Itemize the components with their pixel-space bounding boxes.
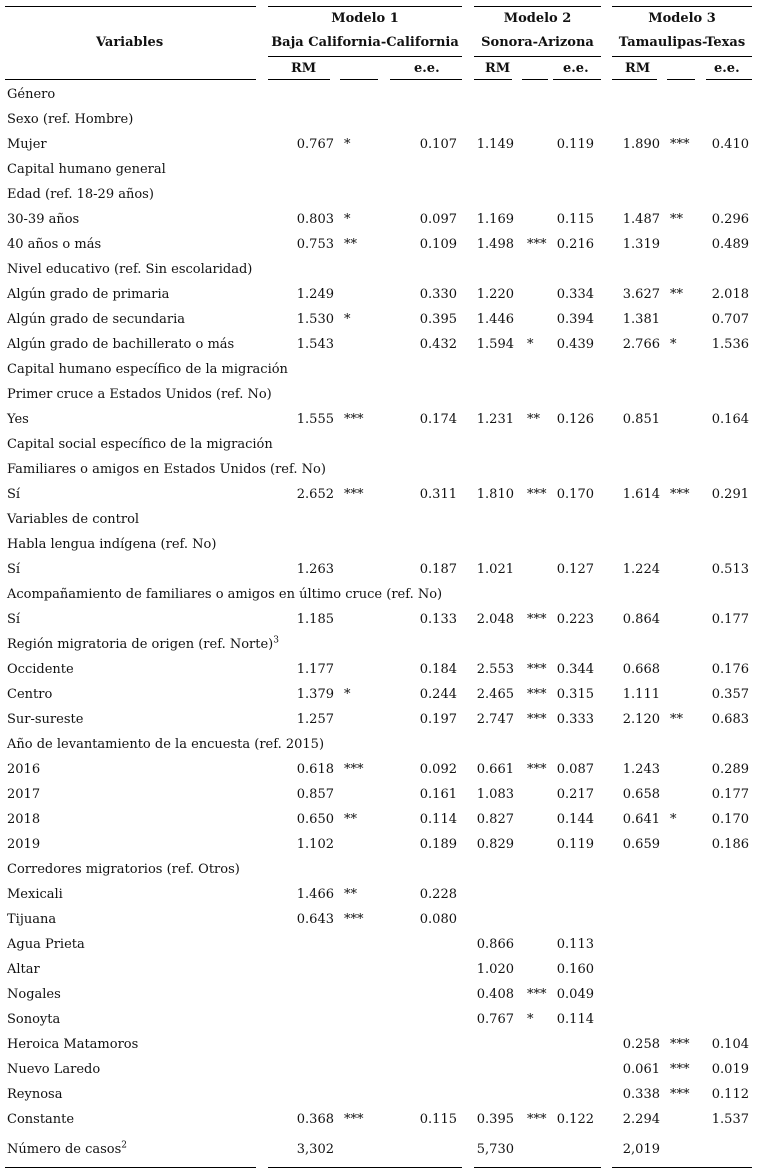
top-rule xyxy=(5,6,256,7)
m3-rm-value: 1.243 xyxy=(622,762,660,777)
m2-se-value: 0.170 xyxy=(556,487,594,502)
variables-header: Variables xyxy=(96,35,164,50)
m3-se-value: 0.707 xyxy=(711,312,749,327)
m2-significance: *** xyxy=(527,687,547,702)
footnote-marker: 3 xyxy=(273,635,279,646)
table-row xyxy=(0,757,758,782)
row-label: Sur-sureste xyxy=(7,712,84,727)
m1-rm-value: 1.543 xyxy=(296,337,334,352)
m2-rm-value: 1.594 xyxy=(476,337,514,352)
m3-rm-value: 0.668 xyxy=(622,662,660,677)
header-bottom-rule xyxy=(706,79,752,80)
m1-rm-value: 1.185 xyxy=(296,612,334,627)
model-2-title: Modelo 2 xyxy=(503,11,572,26)
m1-se-value: 0.187 xyxy=(419,562,457,577)
m3-se-value: 0.683 xyxy=(711,712,749,727)
m3-rm-value: 0.641 xyxy=(622,812,660,827)
row-label: 40 años o más xyxy=(7,237,102,252)
m3-se-value: 0.176 xyxy=(711,662,749,677)
m2-rm-header: RM xyxy=(485,61,511,76)
m2-significance: *** xyxy=(527,987,547,1002)
top-rule xyxy=(612,6,752,7)
m3-rm-value: 1.111 xyxy=(622,687,660,702)
header-bottom-rule xyxy=(268,79,330,80)
table-row xyxy=(0,932,758,957)
m2-rm-value: 1.231 xyxy=(476,412,514,427)
table-row xyxy=(0,957,758,982)
m3-se-value: 1.536 xyxy=(711,337,749,352)
row-label: Centro xyxy=(7,687,53,702)
m3-rm-value: 1.224 xyxy=(622,562,660,577)
bottom-rule xyxy=(612,1167,752,1168)
m2-se-value: 0.439 xyxy=(556,337,594,352)
m1-rm-value: 0.643 xyxy=(296,912,334,927)
header-bottom-rule xyxy=(390,79,462,80)
m3-rm-value: 1.381 xyxy=(622,312,660,327)
m1-se-value: 0.395 xyxy=(419,312,457,327)
m3-rm-value: 1.319 xyxy=(622,237,660,252)
m3-se-value: 0.019 xyxy=(711,1062,749,1077)
m2-significance: * xyxy=(527,337,534,352)
m3-rm-header: RM xyxy=(625,61,651,76)
m3-se-value: 0.291 xyxy=(711,487,749,502)
row-label: Altar xyxy=(7,962,40,977)
m1-rm-value: 1.102 xyxy=(296,837,334,852)
m2-rm-value: 0.767 xyxy=(476,1012,514,1027)
table-row xyxy=(0,107,758,132)
header-bottom-rule xyxy=(522,79,548,80)
table-row xyxy=(0,1057,758,1082)
model-1-title: Modelo 1 xyxy=(331,11,399,26)
table-row xyxy=(0,207,758,232)
m3-rm-value: 2.294 xyxy=(622,1112,660,1127)
m1-significance: *** xyxy=(344,412,364,427)
table-row xyxy=(0,982,758,1007)
m3-se-value: 2.018 xyxy=(711,287,749,302)
row-label: 30-39 años xyxy=(7,212,80,227)
m2-significance: *** xyxy=(527,712,547,727)
m2-significance: *** xyxy=(527,662,547,677)
m1-se-value: 0.109 xyxy=(419,237,457,252)
table-row xyxy=(0,532,758,557)
table-row xyxy=(0,1107,758,1132)
m1-rm-value: 0.857 xyxy=(296,787,334,802)
header-bottom-rule xyxy=(667,79,695,80)
m3-rm-value: 0.338 xyxy=(622,1087,660,1102)
m3-rm-value: 1.487 xyxy=(622,212,660,227)
table-row xyxy=(0,282,758,307)
row-label: Edad (ref. 18-29 años) xyxy=(7,187,154,202)
row-label: Sí xyxy=(7,487,21,502)
m3-significance: ** xyxy=(670,712,683,727)
m1-rm-value: 0.767 xyxy=(296,137,334,152)
m3-rm-value: 0.258 xyxy=(622,1037,660,1052)
row-label: Nogales xyxy=(7,987,61,1002)
m1-se-value: 0.115 xyxy=(419,1112,457,1127)
header-bottom-rule xyxy=(553,79,601,80)
m3-rm-value: 1.890 xyxy=(622,137,660,152)
m1-se-value: 0.133 xyxy=(419,612,457,627)
m2-se-value: 0.217 xyxy=(556,787,594,802)
m2-se-value: 0.115 xyxy=(556,212,594,227)
row-label: 2018 xyxy=(7,812,41,827)
m3-significance: *** xyxy=(670,137,690,152)
m2-significance: *** xyxy=(527,1112,547,1127)
row-label: Variables de control xyxy=(7,512,140,527)
m2-se-value: 0.160 xyxy=(556,962,594,977)
table-row xyxy=(0,782,758,807)
table-row xyxy=(0,257,758,282)
row-label: Occidente xyxy=(7,662,74,677)
row-label: Nuevo Laredo xyxy=(7,1062,101,1077)
footnote-marker: 2 xyxy=(121,1140,128,1151)
m2-se-value: 0.049 xyxy=(556,987,594,1002)
m1-se-value: 0.097 xyxy=(419,212,457,227)
m3-se-value: 0.177 xyxy=(711,787,749,802)
m1-significance: *** xyxy=(344,1112,364,1127)
m3-rm-value: 1.614 xyxy=(622,487,660,502)
row-label: Capital humano general xyxy=(7,162,166,177)
m3-se-value: 0.177 xyxy=(711,612,749,627)
m2-rm-value: 1.220 xyxy=(476,287,514,302)
m3-se-value: 1.537 xyxy=(711,1112,749,1127)
m2-rm-value: 1.021 xyxy=(476,562,514,577)
m2-rm-value: 0.661 xyxy=(476,762,514,777)
m2-significance: *** xyxy=(527,762,547,777)
m2-rm-value: 5,730 xyxy=(476,1142,514,1157)
m2-se-value: 0.216 xyxy=(556,237,594,252)
model-2-subtitle: Sonora-Arizona xyxy=(481,35,594,50)
row-label: Algún grado de primaria xyxy=(7,287,170,302)
m2-se-value: 0.119 xyxy=(556,837,594,852)
m2-se-value: 0.394 xyxy=(556,312,594,327)
m2-rm-value: 1.810 xyxy=(476,487,514,502)
header-bottom-rule xyxy=(474,79,512,80)
m3-significance: ** xyxy=(670,212,683,227)
m1-rm-value: 1.530 xyxy=(296,312,334,327)
row-label: Yes xyxy=(7,412,29,427)
bottom-rule xyxy=(5,1167,256,1168)
m1-significance: * xyxy=(344,312,351,327)
m2-se-value: 0.114 xyxy=(556,1012,594,1027)
row-label: Sexo (ref. Hombre) xyxy=(7,112,134,127)
m1-rm-value: 1.249 xyxy=(296,287,334,302)
m2-se-value: 0.127 xyxy=(556,562,594,577)
table-row xyxy=(0,857,758,882)
m2-se-value: 0.334 xyxy=(556,287,594,302)
table-row xyxy=(0,832,758,857)
m3-se-value: 0.489 xyxy=(711,237,749,252)
m3-se-value: 0.513 xyxy=(711,562,749,577)
m2-significance: *** xyxy=(527,612,547,627)
m1-rm-value: 0.650 xyxy=(296,812,334,827)
table-row xyxy=(0,632,758,657)
table-row xyxy=(0,432,758,457)
m3-significance: *** xyxy=(670,1087,690,1102)
m1-significance: *** xyxy=(344,487,364,502)
m2-rm-value: 0.866 xyxy=(476,937,514,952)
m3-se-value: 0.296 xyxy=(711,212,749,227)
m3-significance: * xyxy=(670,812,677,827)
m1-significance: *** xyxy=(344,912,364,927)
m1-se-value: 0.080 xyxy=(419,912,457,927)
m2-se-value: 0.126 xyxy=(556,412,594,427)
row-label: Nivel educativo (ref. Sin escolaridad) xyxy=(7,262,253,277)
m1-rm-value: 0.368 xyxy=(296,1112,334,1127)
m1-se-value: 0.330 xyxy=(419,287,457,302)
m2-rm-value: 1.020 xyxy=(476,962,514,977)
m3-rm-value: 0.659 xyxy=(622,837,660,852)
table-row xyxy=(0,357,758,382)
table-row xyxy=(0,682,758,707)
row-label: Agua Prieta xyxy=(7,937,85,952)
table-row xyxy=(0,182,758,207)
m1-se-value: 0.174 xyxy=(419,412,457,427)
table-row xyxy=(0,657,758,682)
row-label: Heroica Matamoros xyxy=(7,1037,139,1052)
m1-rm-header: RM xyxy=(291,61,317,76)
row-label: Sí xyxy=(7,612,21,627)
table-row xyxy=(0,1082,758,1107)
row-label: Constante xyxy=(7,1112,75,1127)
subheader-rule xyxy=(612,56,752,57)
m2-significance: *** xyxy=(527,487,547,502)
table-row xyxy=(0,382,758,407)
m2-rm-value: 1.083 xyxy=(476,787,514,802)
m1-significance: ** xyxy=(344,887,357,902)
row-label: Habla lengua indígena (ref. No) xyxy=(7,537,217,552)
m2-se-value: 0.144 xyxy=(556,812,594,827)
m2-rm-value: 2.553 xyxy=(476,662,514,677)
row-label: Tijuana xyxy=(7,912,57,927)
m2-rm-value: 2.465 xyxy=(476,687,514,702)
bottom-rule xyxy=(268,1167,462,1168)
m1-se-value: 0.161 xyxy=(419,787,457,802)
m1-rm-value: 1.466 xyxy=(296,887,334,902)
m2-rm-value: 1.498 xyxy=(476,237,514,252)
m2-se-value: 0.119 xyxy=(556,137,594,152)
m3-rm-value: 0.061 xyxy=(622,1062,660,1077)
m3-rm-value: 2.120 xyxy=(622,712,660,727)
row-label: Región migratoria de origen (ref. Norte)$^3$ xyxy=(7,635,279,652)
m2-rm-value: 1.169 xyxy=(476,212,514,227)
m3-rm-value: 2,019 xyxy=(622,1142,660,1157)
m2-se-value: 0.333 xyxy=(556,712,594,727)
m3-se-value: 0.410 xyxy=(711,137,749,152)
table-row xyxy=(0,732,758,757)
row-label: Corredores migratorios (ref. Otros) xyxy=(7,862,240,877)
m3-rm-value: 0.864 xyxy=(622,612,660,627)
row-label: Género xyxy=(7,87,56,102)
table-row xyxy=(0,1032,758,1057)
subheader-rule xyxy=(474,56,601,57)
row-label: Sonoyta xyxy=(7,1012,61,1027)
m1-significance: * xyxy=(344,687,351,702)
m1-se-value: 0.432 xyxy=(419,337,457,352)
m3-significance: *** xyxy=(670,487,690,502)
row-label: 2019 xyxy=(7,837,41,852)
m2-se-value: 0.113 xyxy=(556,937,594,952)
row-label: Familiares o amigos en Estados Unidos (ref. No) xyxy=(7,462,326,477)
table-row xyxy=(0,1007,758,1032)
row-label: 2017 xyxy=(7,787,41,802)
table-row xyxy=(0,482,758,507)
row-label: Algún grado de secundaria xyxy=(7,312,186,327)
row-label: Mexicali xyxy=(7,887,63,902)
table-row xyxy=(0,132,758,157)
model-1-subtitle: Baja California-California xyxy=(271,35,459,50)
m1-rm-value: 1.263 xyxy=(296,562,334,577)
row-label: Acompañamiento de familiares o amigos en último cruce (ref. No) xyxy=(7,587,443,602)
table-row xyxy=(0,807,758,832)
m2-rm-value: 0.408 xyxy=(476,987,514,1002)
table-row xyxy=(0,907,758,932)
m1-rm-value: 3,302 xyxy=(296,1142,334,1157)
m3-rm-value: 3.627 xyxy=(622,287,660,302)
m1-significance: ** xyxy=(344,812,357,827)
m2-significance: ** xyxy=(527,412,540,427)
m1-rm-value: 0.803 xyxy=(296,212,334,227)
top-rule xyxy=(474,6,601,7)
m1-se-value: 0.197 xyxy=(419,712,457,727)
row-label: Sí xyxy=(7,562,21,577)
row-label: Algún grado de bachillerato o más xyxy=(7,337,235,352)
m1-significance: ** xyxy=(344,237,357,252)
bottom-rule xyxy=(474,1167,601,1168)
m1-rm-value: 1.177 xyxy=(296,662,334,677)
m2-se-value: 0.087 xyxy=(556,762,594,777)
table-row xyxy=(0,407,758,432)
row-label: Año de levantamiento de la encuesta (ref. 2015) xyxy=(7,737,325,752)
table-row xyxy=(0,457,758,482)
m1-se-value: 0.092 xyxy=(419,762,457,777)
m1-se-value: 0.107 xyxy=(419,137,457,152)
m2-se-value: 0.315 xyxy=(556,687,594,702)
m3-se-value: 0.170 xyxy=(711,812,749,827)
table-row xyxy=(0,507,758,532)
header-bottom-rule xyxy=(612,79,657,80)
m3-se-value: 0.112 xyxy=(711,1087,749,1102)
m3-se-value: 0.186 xyxy=(711,837,749,852)
m2-significance: *** xyxy=(527,237,547,252)
m2-rm-value: 2.747 xyxy=(476,712,514,727)
model-3-subtitle: Tamaulipas-Texas xyxy=(618,35,746,50)
top-rule xyxy=(268,6,462,7)
subheader-rule xyxy=(268,56,462,57)
m2-se-value: 0.344 xyxy=(556,662,594,677)
m1-ee-header: e.e. xyxy=(414,61,440,76)
m1-significance: * xyxy=(344,137,351,152)
table-row xyxy=(0,232,758,257)
m3-rm-value: 2.766 xyxy=(622,337,660,352)
table-row xyxy=(0,707,758,732)
m2-significance: * xyxy=(527,1012,534,1027)
m3-rm-value: 0.851 xyxy=(622,412,660,427)
table-row xyxy=(0,82,758,107)
table-row xyxy=(0,157,758,182)
row-label: Mujer xyxy=(7,137,47,152)
header-bottom-rule xyxy=(5,79,256,80)
row-label: 2016 xyxy=(7,762,41,777)
m1-se-value: 0.228 xyxy=(419,887,457,902)
m2-rm-value: 0.395 xyxy=(476,1112,514,1127)
m1-rm-value: 0.618 xyxy=(296,762,334,777)
table-row xyxy=(0,332,758,357)
table-row xyxy=(0,307,758,332)
m1-significance: * xyxy=(344,212,351,227)
m2-ee-header: e.e. xyxy=(563,61,589,76)
m2-rm-value: 0.827 xyxy=(476,812,514,827)
m1-significance: *** xyxy=(344,762,364,777)
m3-se-value: 0.357 xyxy=(711,687,749,702)
m3-se-value: 0.104 xyxy=(711,1037,749,1052)
m1-se-value: 0.189 xyxy=(419,837,457,852)
row-label: Reynosa xyxy=(7,1087,63,1102)
m1-se-value: 0.311 xyxy=(419,487,457,502)
m3-se-value: 0.289 xyxy=(711,762,749,777)
m1-rm-value: 2.652 xyxy=(296,487,334,502)
header-bottom-rule xyxy=(340,79,378,80)
m3-se-value: 0.164 xyxy=(711,412,749,427)
m3-significance: *** xyxy=(670,1037,690,1052)
m1-se-value: 0.184 xyxy=(419,662,457,677)
m2-rm-value: 0.829 xyxy=(476,837,514,852)
table-row xyxy=(0,557,758,582)
m1-rm-value: 1.379 xyxy=(296,687,334,702)
m2-rm-value: 1.149 xyxy=(476,137,514,152)
m2-se-value: 0.122 xyxy=(556,1112,594,1127)
m3-significance: * xyxy=(670,337,677,352)
model-3-title: Modelo 3 xyxy=(648,11,716,26)
table-row xyxy=(0,1137,758,1162)
m1-rm-value: 0.753 xyxy=(296,237,334,252)
table-row xyxy=(0,582,758,607)
table-row xyxy=(0,607,758,632)
m1-se-value: 0.114 xyxy=(419,812,457,827)
row-label: Número de casos$^2$ xyxy=(7,1140,128,1157)
m2-rm-value: 1.446 xyxy=(476,312,514,327)
table-row xyxy=(0,882,758,907)
m1-rm-value: 1.555 xyxy=(296,412,334,427)
m3-rm-value: 0.658 xyxy=(622,787,660,802)
row-label: Capital humano específico de la migración xyxy=(7,362,288,377)
m2-rm-value: 2.048 xyxy=(476,612,514,627)
m1-se-value: 0.244 xyxy=(419,687,457,702)
m1-rm-value: 1.257 xyxy=(296,712,334,727)
row-label: Primer cruce a Estados Unidos (ref. No) xyxy=(7,387,272,402)
m2-se-value: 0.223 xyxy=(556,612,594,627)
row-label: Capital social específico de la migración xyxy=(7,437,273,452)
m3-significance: ** xyxy=(670,287,683,302)
m3-significance: *** xyxy=(670,1062,690,1077)
m3-ee-header: e.e. xyxy=(714,61,740,76)
